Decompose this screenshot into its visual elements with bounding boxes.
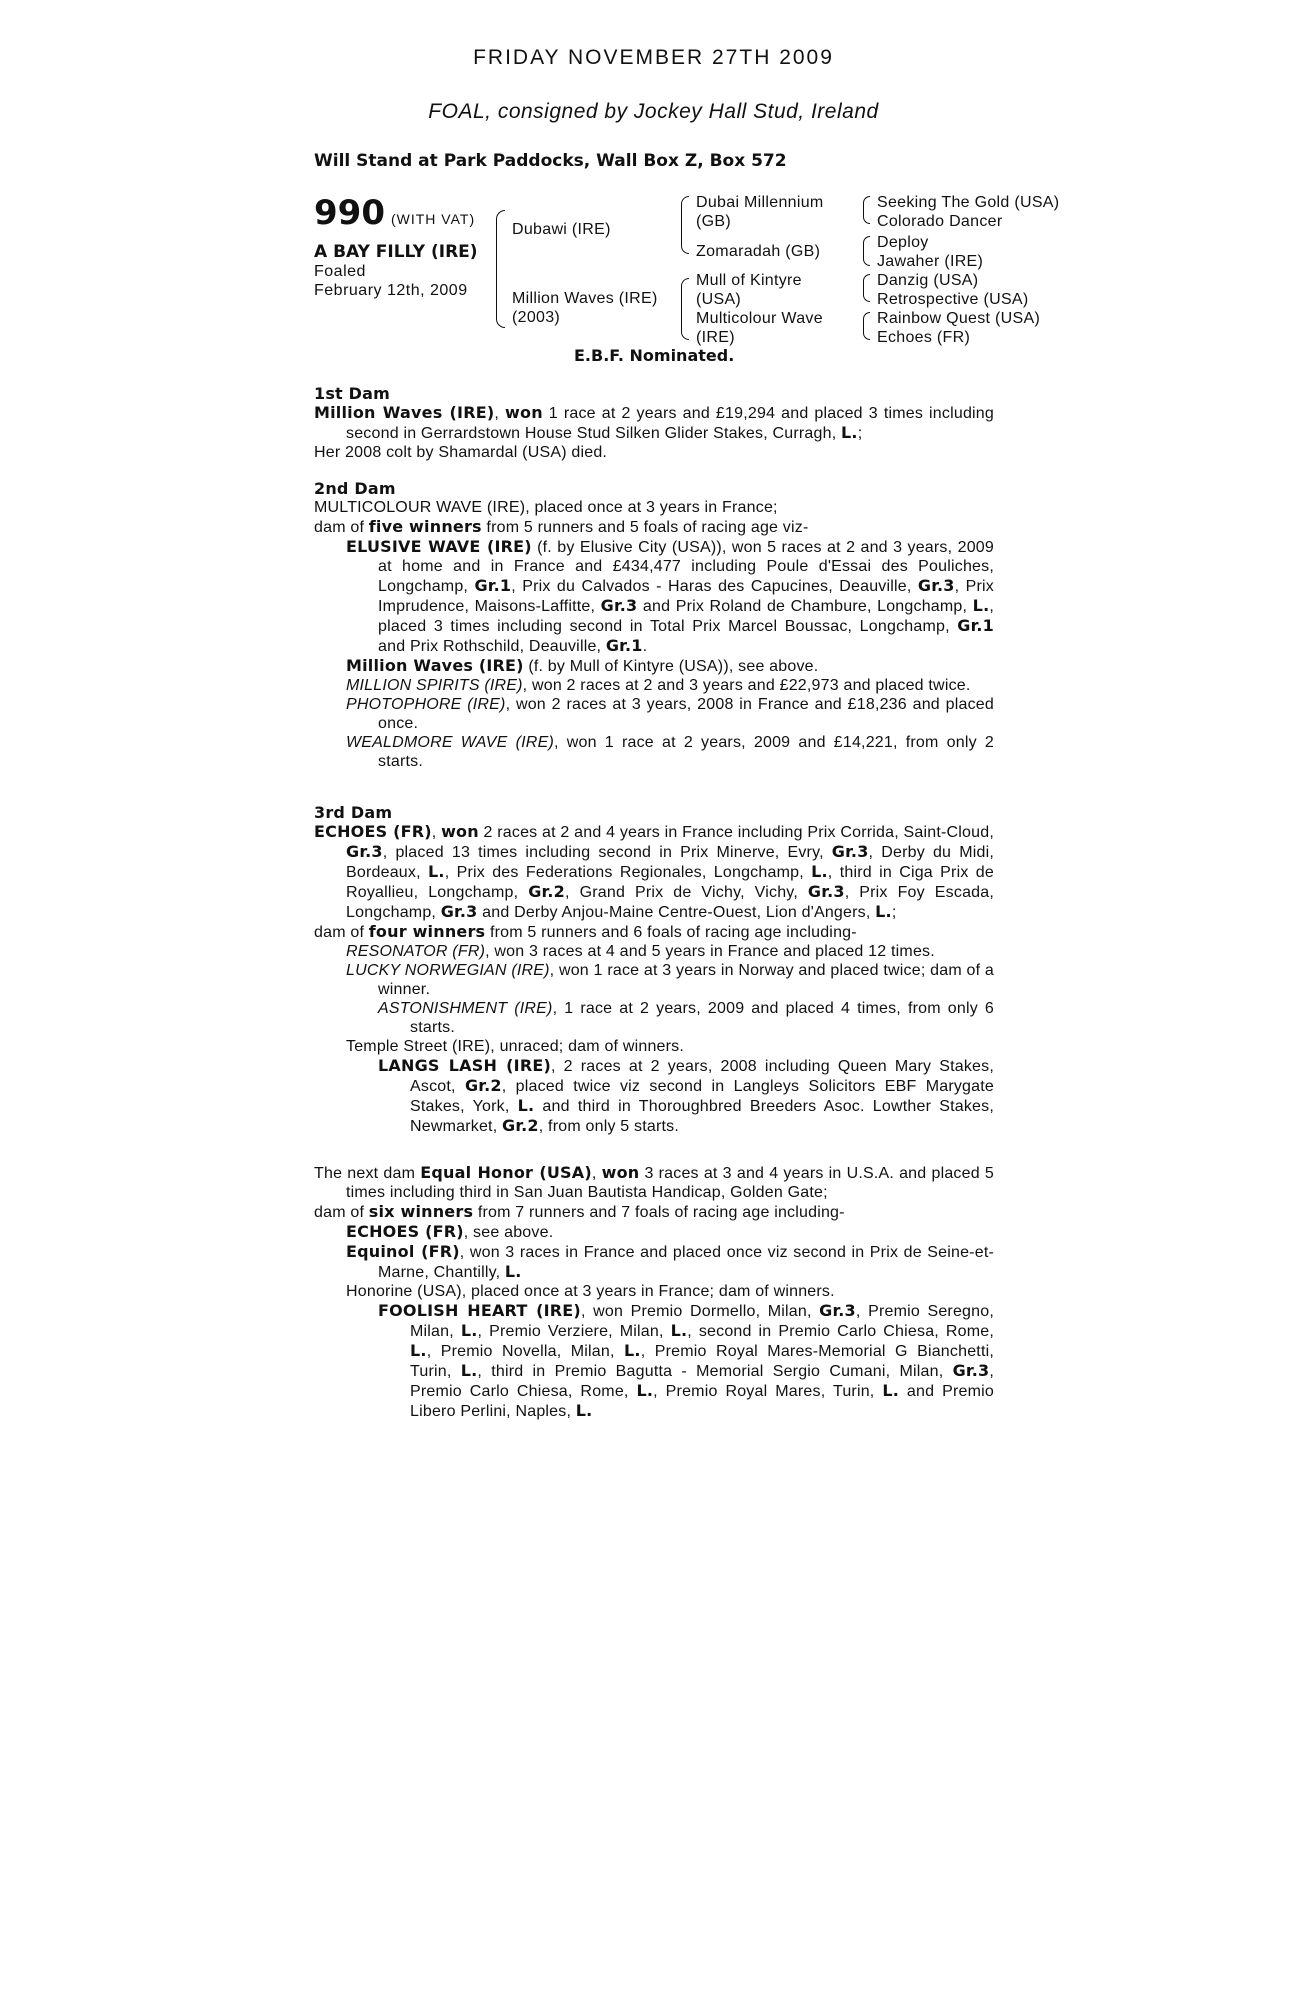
text: from 5 runners and 6 foals of racing age including- [485,924,857,941]
text: , Premio Royal Mares-Memorial G Bianchetti, Turin, [410,1343,994,1380]
text: from 7 runners and 7 foals of racing age including- [473,1204,845,1221]
pedigree-g3-ddd: Echoes (FR) [877,329,971,346]
grade-label: Gr.3 [819,1301,856,1320]
pedigree-g3-sds: Deploy [877,234,929,251]
text: . [642,638,648,655]
grade-label: Gr.2 [464,1076,502,1095]
text: and Premio Libero Perlini, Naples, [410,1383,994,1420]
third-dam-name: ECHOES (FR) [314,822,432,841]
pedigree-g3-ssd: Colorado Dancer [877,213,1003,230]
pedigree-dam [512,289,658,327]
text: , Prix du Calvados - Haras des Capucines, Deauville, [511,578,918,595]
listed-label: L. [670,1321,688,1340]
third-dam-produce-summary [314,922,994,942]
text: 2 races at 2 and 4 years in France including Prix Corrida, Saint-Cloud, [478,824,994,841]
first-dam-produce-note: Her 2008 colt by Shamardal (USA) died. [314,444,608,461]
second-dam-heading: 2nd Dam [314,479,396,498]
pedigree-dam-sire [696,271,802,309]
listed-label: L. [811,862,828,881]
text: , 1 race at 2 years, 2009 and placed 4 times, from only 6 starts. [410,1000,995,1036]
produce-name: Equinol (FR) [346,1242,460,1261]
produce-entry [314,733,994,771]
produce-entry [314,1242,994,1282]
foaled-info [314,262,468,300]
text: , from only 5 starts. [538,1118,680,1135]
produce-entry [314,1301,994,1421]
text: , [431,824,442,841]
next-dam-section [314,1163,994,1421]
winners-count: four winners [368,922,486,941]
pedigree-dam-year: (2003) [512,309,561,326]
listed-label: L. [428,862,445,881]
grade-label: Gr.1 [957,616,994,635]
horse-name: A BAY FILLY (IRE) [314,242,478,262]
first-dam-section [314,384,994,462]
second-dam-produce-summary [314,517,994,537]
text: , 2 races at 2 years, 2008 including Queen Mary Stakes, Ascot, [410,1058,994,1095]
text: , third in Premio Bagutta - Memorial Sergio Cumani, Milan, [477,1363,953,1380]
produce-entry: Honorine (USA), placed once at 3 years in France; dam of winners. [346,1283,835,1300]
pedigree-g3-dds: Rainbow Quest (USA) [877,310,1041,327]
pedigree-brace-dam [681,278,689,340]
listed-label: L. [882,1381,900,1400]
text: , Premio Royal Mares, Turin, [653,1383,883,1400]
produce-entry [314,676,994,695]
listed-label: L. [972,596,990,615]
text: , second in Premio Carlo Chiesa, Rome, [687,1323,994,1340]
grade-label: Gr.3 [600,596,638,615]
pedigree-ss-name: Dubai Millennium [696,194,824,211]
text: , Premio Seregno, Milan, [410,1303,995,1340]
pedigree-brace-ss [863,196,870,224]
won-label: won [601,1163,640,1182]
produce-entry [314,999,994,1037]
listed-label: L. [460,1361,478,1380]
grade-label: Gr.1 [474,576,512,595]
grade-label: Gr.3 [952,1361,990,1380]
grade-label: Gr.2 [502,1116,539,1135]
produce-name: ECHOES (FR) [346,1222,464,1241]
listed-label: L. [624,1341,641,1360]
text: and Derby Anjou-Maine Centre-Ouest, Lion d'Angers, [477,904,876,921]
third-dam-heading: 3rd Dam [314,803,393,822]
pedigree-brace-dd [863,312,870,340]
pedigree-dd-country: (IRE) [696,329,735,346]
grade-label: Gr.3 [831,842,869,861]
text: , won 3 races in France and placed once viz second in Prix de Seine-et-Marne, Chantilly, [378,1244,994,1281]
foaled-date: February 12th, 2009 [314,282,468,299]
won-label: won [441,822,479,841]
first-dam-heading: 1st Dam [314,384,391,403]
pedigree-ds-name: Mull of Kintyre [696,272,802,289]
produce-entry [314,961,994,999]
text: The next dam [314,1165,421,1182]
first-dam-name: Million Waves (IRE) [314,403,495,422]
produce-entry [314,537,994,656]
pedigree-brace-ds [863,274,870,302]
pedigree-g3-sdd: Jawaher (IRE) [877,253,984,270]
listed-label: L. [460,1321,478,1340]
won-label: won [505,403,543,422]
pedigree-ds-country: (USA) [696,291,742,308]
grade-label: Gr.3 [440,902,478,921]
pedigree-sire-sire [696,193,824,231]
second-dam-intro: MULTICOLOUR WAVE (IRE), placed once at 3 years in France; [314,499,778,516]
text: and Prix Rothschild, Deauville, [378,638,606,655]
text: , won 2 races at 2 and 3 years and £22,973 and placed twice. [522,677,971,694]
text: , placed 3 times including second in Total Prix Marcel Boussac, Longchamp, [378,598,995,635]
winners-count: six winners [368,1202,474,1221]
produce-entry [314,695,994,733]
produce-name: MILLION SPIRITS (IRE) [346,677,523,694]
listed-label: L. [841,423,858,442]
produce-entry [314,1222,994,1242]
produce-name: ASTONISHMENT (IRE) [378,1000,553,1017]
next-dam-name: Equal Honor (USA) [420,1163,592,1182]
text: , Derby du Midi, Bordeaux, [346,844,994,881]
text: dam of [314,519,369,536]
pedigree-brace-main [496,210,505,328]
produce-name: FOOLISH HEART (IRE) [378,1301,581,1320]
text: , won 3 races at 4 and 5 years in France and placed 12 times. [485,943,935,960]
text: , Grand Prix de Vichy, Vichy, [564,884,808,901]
grade-label: Gr.3 [346,842,383,861]
pedigree-brace-sd [863,236,870,266]
text: 1 race at 2 years and £19,294 and placed 3 times including second in Gerrardstown House Stud Silken Glider Stakes, Curragh, [346,405,994,442]
listed-label: L. [636,1381,654,1400]
text: ; [857,425,863,442]
produce-entry [314,656,994,676]
listed-label: L. [575,1401,593,1420]
listed-label: L. [410,1341,427,1360]
ebf-nominated: E.B.F. Nominated. [574,346,735,365]
produce-entry [314,942,994,961]
text: , placed 13 times including second in Prix Minerve, Evry, [382,844,832,861]
text: , Prix Imprudence, Maisons-Laffitte, [378,578,995,615]
lot-number: 990 [314,193,385,233]
pedigree-ss-country: (GB) [696,213,731,230]
third-dam-paragraph [314,822,994,922]
text: dam of [314,1204,369,1221]
text: , won 1 race at 3 years in Norway and placed twice; dam of a winner. [378,962,994,998]
pedigree-brace-sire [681,196,689,254]
text: 3 races at 3 and 4 years in U.S.A. and placed 5 times including third in San Juan Bautista Handicap, Golden Gate; [346,1165,994,1201]
pedigree-g3-sss: Seeking The Gold (USA) [877,194,1060,211]
produce-name: WEALDMORE WAVE (IRE) [346,734,554,751]
text: , see above. [463,1224,554,1241]
text: and Prix Roland de Chambure, Longchamp, [637,598,973,615]
text: from 5 runners and 5 foals of racing age viz- [481,519,809,536]
winners-count: five winners [368,517,482,536]
grade-label: Gr.2 [528,882,565,901]
foaled-label: Foaled [314,263,366,280]
first-dam-paragraph [314,403,994,443]
next-dam-produce-summary [314,1202,994,1222]
pedigree-g3-dsd: Retrospective (USA) [877,291,1029,308]
text: , third in Ciga Prix de Royallieu, Longchamp, [346,864,994,901]
listed-label: L. [504,1262,522,1281]
pedigree-dam-name: Million Waves (IRE) [512,290,658,307]
text: , [494,405,506,422]
text: , Prix des Federations Regionales, Longchamp, [444,864,812,881]
grade-label: Gr.3 [807,882,845,901]
grade-label: Gr.3 [917,576,955,595]
produce-entry: Temple Street (IRE), unraced; dam of winners. [346,1038,685,1055]
consignor-line: FOAL, consigned by Jockey Hall Stud, Ireland [428,100,879,123]
pedigree-sire: Dubawi (IRE) [512,221,611,238]
vat-note: (WITH VAT) [390,211,476,227]
text: and third in Thoroughbred Breeders Asoc. Lowther Stakes, Newmarket, [410,1098,994,1135]
sale-date: FRIDAY NOVEMBER 27TH 2009 [473,46,834,69]
pedigree-dam-dam [696,309,823,347]
stand-location: Will Stand at Park Paddocks, Wall Box Z, Box 572 [314,151,787,171]
text: , Premio Novella, Milan, [426,1343,625,1360]
pedigree-g3-dss: Danzig (USA) [877,272,979,289]
text: , Premio Verziere, Milan, [477,1323,671,1340]
produce-name: LUCKY NORWEGIAN (IRE) [346,962,550,979]
text: , [591,1165,602,1182]
produce-name: PHOTOPHORE (IRE) [346,696,506,713]
third-dam-section [314,803,994,1136]
text: (f. by Elusive City (USA)), won 5 races at 2 and 3 years, 2009 at home and in France and £434,477 including Poule d'Essai des Pouliches, Longchamp, [378,539,994,595]
next-dam-paragraph [314,1163,994,1202]
text: , placed twice viz second in Langleys Solicitors EBF Marygate Stakes, York, [410,1078,994,1115]
text: , Prix Foy Escada, Longchamp, [346,884,995,921]
text: , Premio Carlo Chiesa, Rome, [410,1363,994,1400]
listed-label: L. [517,1096,535,1115]
produce-name: RESONATOR (FR) [346,943,486,960]
listed-label: L. [875,902,892,921]
second-dam-section [314,479,994,771]
produce-name: LANGS LASH (IRE) [378,1056,551,1075]
text: , won Premio Dormello, Milan, [580,1303,820,1320]
text: dam of [314,924,369,941]
produce-entry [314,1056,994,1136]
grade-label: Gr.1 [605,636,643,655]
text: (f. by Mull of Kintyre (USA)), see above. [523,658,819,675]
pedigree-dd-name: Multicolour Wave [696,310,823,327]
produce-name: Million Waves (IRE) [346,656,524,675]
text: , won 1 race at 2 years, 2009 and £14,221, from only 2 starts. [378,734,994,770]
pedigree-sire-dam: Zomaradah (GB) [696,243,821,260]
produce-name: ELUSIVE WAVE (IRE) [346,537,532,556]
lot-number-block [314,193,475,233]
text: , won 2 races at 3 years, 2008 in France and £18,236 and placed once. [378,696,994,732]
text: ; [891,904,897,921]
